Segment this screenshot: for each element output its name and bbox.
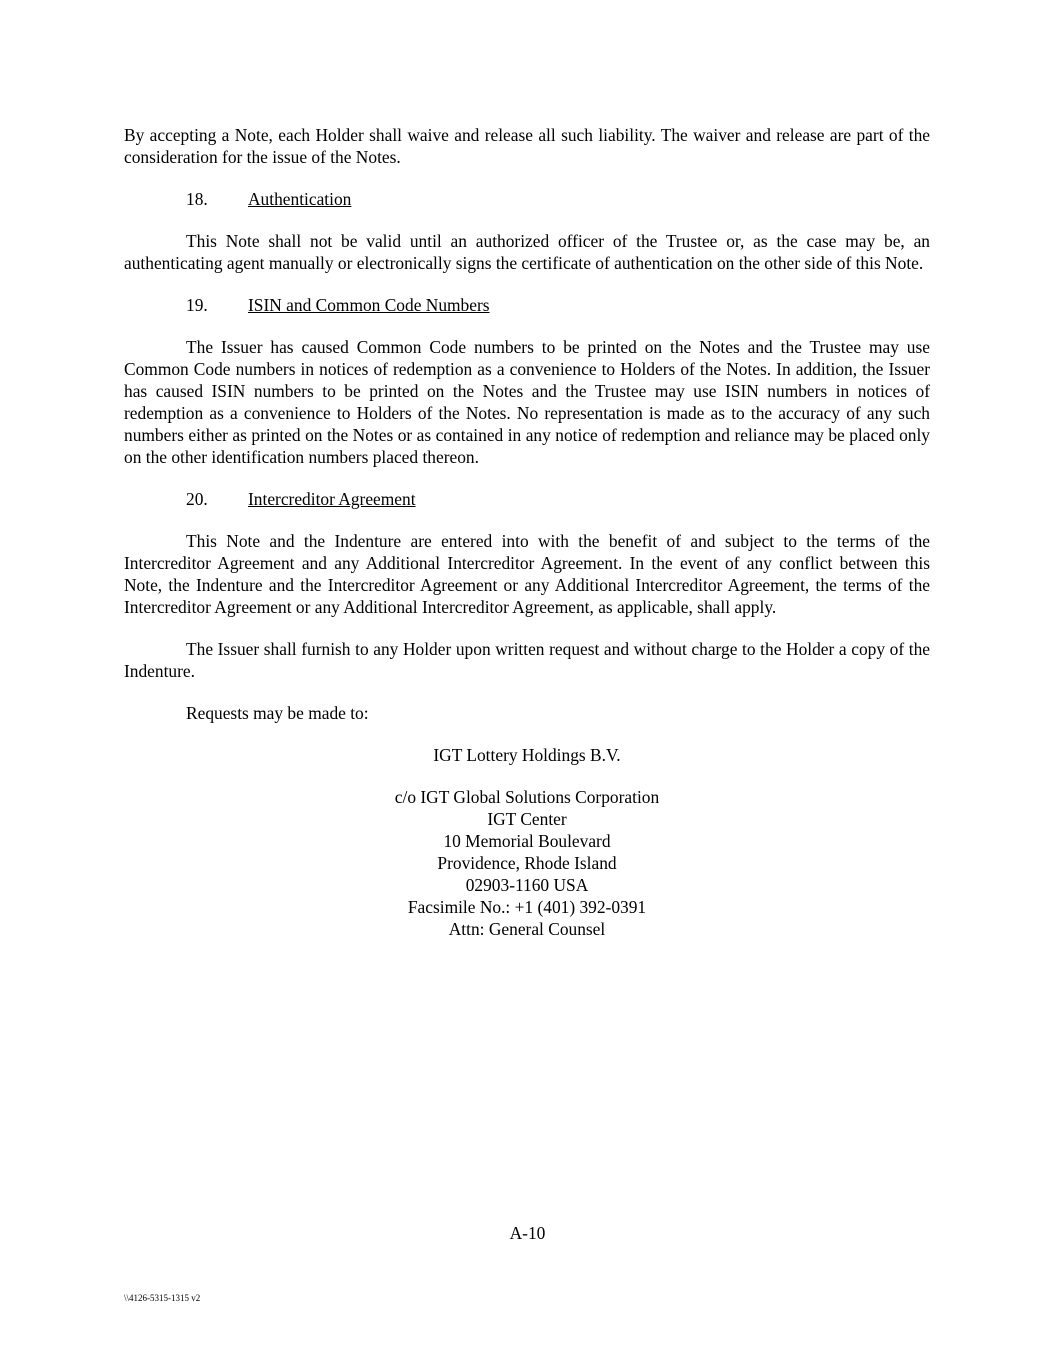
address-block	[124, 786, 930, 940]
authentication-paragraph: This Note shall not be valid until an authorized officer of the Trustee or, as the case may be, an authenticating agent manually or electronically signs the certificate of authentication on the other side of this Note.	[124, 231, 930, 273]
furnish-paragraph: The Issuer shall furnish to any Holder upon written request and without charge to the Holder a copy of the Indenture.	[124, 639, 930, 681]
requests-paragraph: Requests may be made to:	[186, 703, 369, 723]
document-id: \\4126-5315-1315 v2	[124, 1293, 201, 1303]
document-page	[124, 124, 930, 940]
section-heading-20	[124, 488, 930, 510]
section-number: 18.	[186, 189, 208, 209]
address-line: 10 Memorial Boulevard	[443, 831, 611, 851]
intro-paragraph: By accepting a Note, each Holder shall waive and release all such liability. The waiver and release are part of the consideration for the issue of the Notes.	[124, 125, 930, 167]
isin-paragraph: The Issuer has caused Common Code numbers to be printed on the Notes and the Trustee may use Common Code numbers in notices of redemption as a convenience to Holders of the Notes. In addition, the Issuer has caused ISIN numbers to be printed on the Notes and the Trustee may use ISIN numbers in notices of redemption as a convenience to Holders of the Notes. No representation is made as to the accuracy of any such numbers either as printed on the Notes or as contained in any notice of redemption and reliance may be placed only on the other identification numbers placed thereon.	[124, 337, 930, 467]
address-line: Facsimile No.: +1 (401) 392-0391	[407, 897, 647, 917]
section-number: 20.	[186, 489, 208, 509]
section-heading-18	[124, 188, 930, 210]
address-company: IGT Lottery Holdings B.V.	[433, 745, 621, 765]
address-line: 02903-1160 USA	[465, 875, 589, 895]
address-line: Attn: General Counsel	[448, 919, 606, 939]
address-line: c/o IGT Global Solutions Corporation	[394, 787, 660, 807]
section-title: Authentication	[248, 189, 352, 209]
section-number: 19.	[186, 295, 208, 315]
address-line: Providence, Rhode Island	[437, 853, 617, 873]
address-line: IGT Center	[487, 809, 567, 829]
intercreditor-paragraph: This Note and the Indenture are entered into with the benefit of and subject to the terms of the Intercreditor Agreement and any Additional Intercreditor Agreement. In the event of any conflict between this Note, the Indenture and the Intercreditor Agreement or any Additional Intercreditor Agreement, the terms of the Intercreditor Agreement or any Additional Intercreditor Agreement, as applicable, shall apply.	[124, 531, 930, 617]
section-title: ISIN and Common Code Numbers	[248, 295, 490, 315]
section-heading-19	[124, 294, 930, 316]
section-title: Intercreditor Agreement	[248, 489, 416, 509]
page-number: A-10	[509, 1223, 546, 1243]
